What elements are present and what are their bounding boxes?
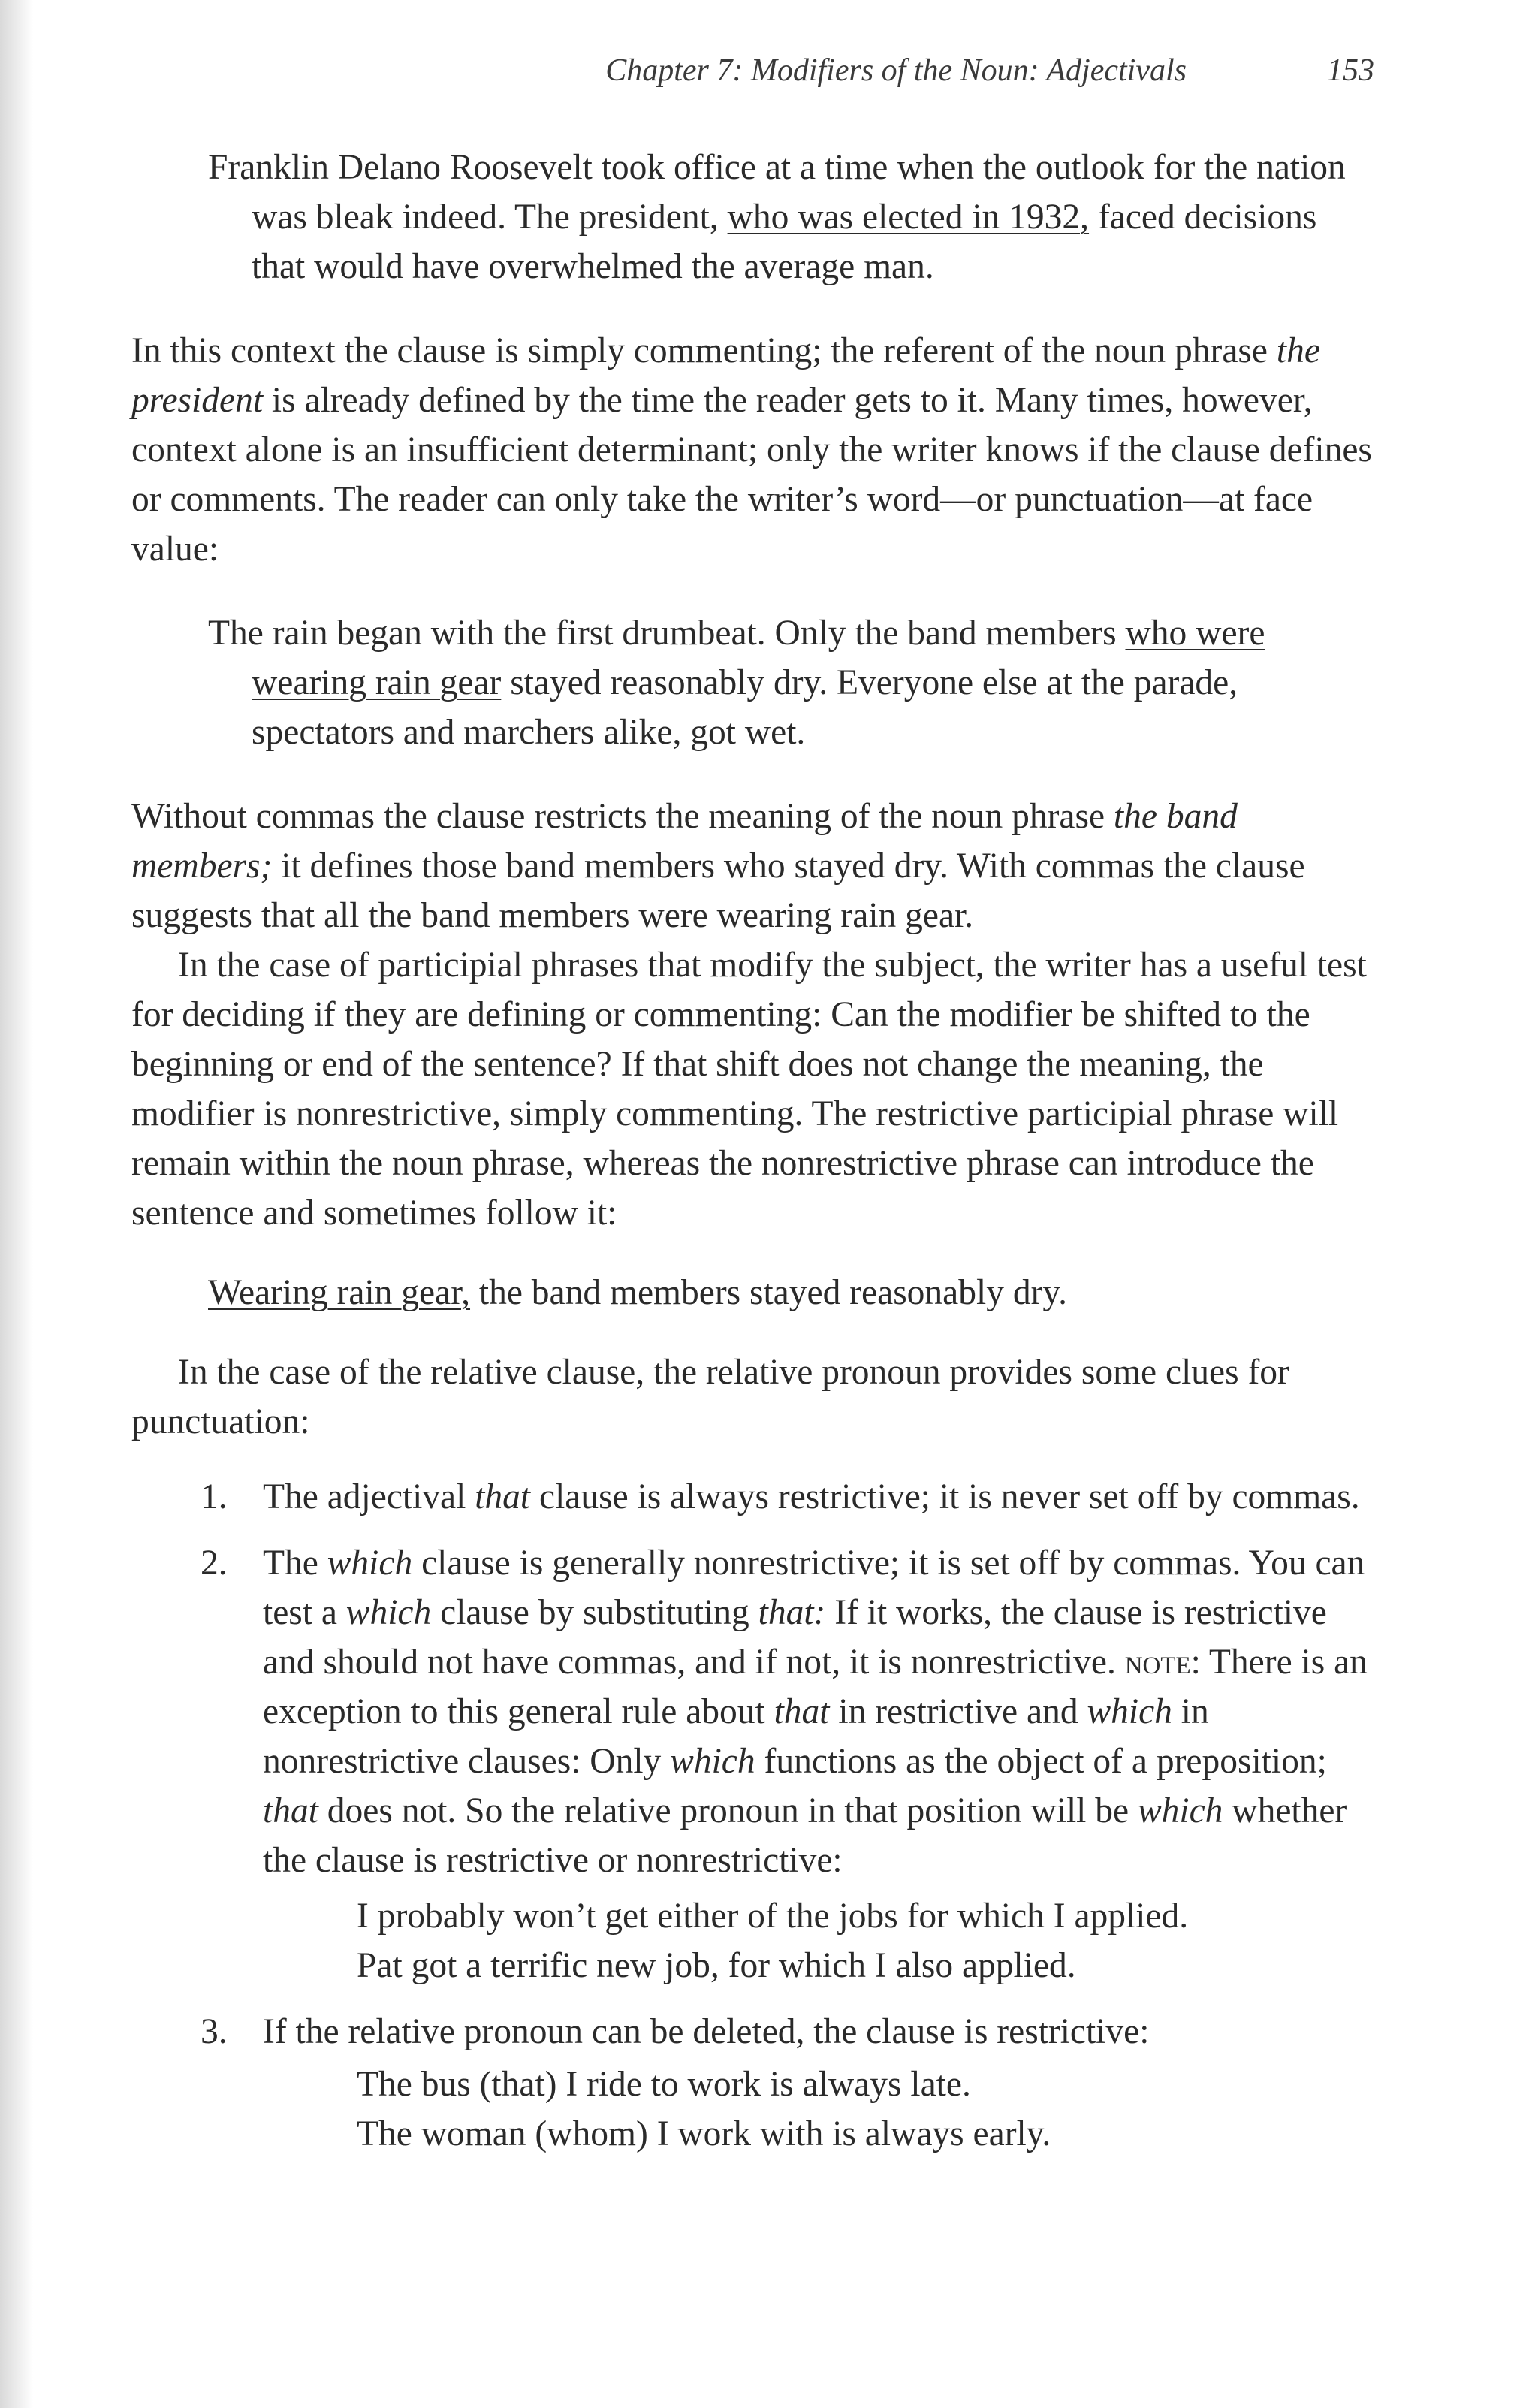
list-text: The	[263, 1543, 327, 1583]
italic-term: which	[670, 1742, 755, 1781]
list-item	[131, 1538, 1378, 1885]
chapter-title: Chapter 7: Modifiers of the Noun: Adjectivals	[605, 53, 1187, 88]
italic-term: which	[327, 1543, 413, 1583]
example-sentence: I probably won’t get either of the jobs for which I applied.	[357, 1897, 1189, 1936]
underlined-phrase: Wearing rain gear,	[208, 1273, 471, 1312]
italic-term: that	[475, 1477, 531, 1516]
underlined-clause: who was elected in 1932,	[727, 198, 1090, 237]
paragraph-text: is already defined by the time the reader gets to it. Many times, however, context alone is an insufficient determinant; only the writer knows if the clause defines or comments. The reader can only take the writer’s word—or punctuation—at face value:	[131, 381, 1372, 569]
example-sentence: Pat got a terrific new job, for which I also applied.	[357, 1946, 1076, 1985]
example-roosevelt	[131, 143, 1378, 291]
italic-term: that:	[758, 1593, 826, 1632]
list-text: If the relative pronoun can be deleted, the clause is restrictive:	[263, 2012, 1150, 2051]
paragraph-commas	[131, 792, 1378, 940]
italic-term: that	[774, 1692, 830, 1731]
underlined-clause: who were wearing rain gear	[252, 614, 1265, 702]
example-wearing	[131, 1268, 1378, 1317]
list-text: clause is always restrictive; it is never set off by commas.	[530, 1477, 1360, 1516]
list-text: clause is generally nonrestrictive; it is set off by commas. You can test a	[263, 1543, 1365, 1632]
italic-term: that	[263, 1791, 318, 1830]
page-number: 153	[1327, 53, 1374, 88]
list-text: in restrictive and	[829, 1692, 1087, 1731]
example-text: the band members stayed reasonably dry.	[470, 1273, 1067, 1312]
paragraph-text: it defines those band members who stayed dry. With commas the clause suggests that all the band members were wearing rain gear.	[131, 846, 1305, 935]
page-body	[131, 143, 1378, 2159]
punctuation-rules-list	[131, 1472, 1378, 2159]
page-edge-shadow	[0, 0, 33, 2408]
paragraph-participial: In the case of participial phrases that modify the subject, the writer has a useful test for deciding if they are defining or commenting: Can the modifier be shifted to the beginning or end of the sentence? If that shift does not change the meaning, the modifier is nonrestrictive, simply commenting. The restrictive participial phrase will remain within the noun phrase, whereas the nonrestrictive phrase can introduce the sentence and sometimes follow it:	[131, 946, 1367, 1233]
list-item	[131, 2007, 1378, 2056]
paragraph-context	[131, 326, 1378, 574]
list-number: 2.	[201, 1543, 228, 1583]
list-text: whether the clause is restrictive or nonrestrictive:	[263, 1791, 1347, 1880]
italic-term: the band members;	[131, 797, 1238, 886]
italic-term: which	[345, 1593, 432, 1632]
list-text: clause by substituting	[431, 1593, 758, 1632]
italic-term: which	[1137, 1791, 1223, 1830]
list-text: The adjectival	[263, 1477, 475, 1516]
example-text: faced decisions that would have overwhelmed the average man.	[252, 198, 1317, 286]
list-item	[131, 1472, 1378, 1522]
list-text: in nonrestrictive clauses: Only	[263, 1692, 1209, 1781]
italic-term: the president	[131, 331, 1320, 420]
paragraph-relative-clause: In the case of the relative clause, the relative pronoun provides some clues for punctuation:	[131, 1353, 1289, 1441]
example-sentence: The woman (whom) I work with is always early.	[357, 2114, 1051, 2153]
example-text: The rain began with the first drumbeat. Only the band members	[208, 614, 1126, 653]
italic-term: which	[1087, 1692, 1172, 1731]
list-text: There is an exception to this general rule about	[263, 1643, 1368, 1731]
example-text: Franklin Delano Roosevelt took office at a time when the outlook for the nation was bleak indeed. The president,	[208, 148, 1346, 237]
paragraph-text: In this context the clause is simply commenting; the referent of the noun phrase	[131, 331, 1277, 370]
list-text: does not. So the relative pronoun in that position will be	[318, 1791, 1138, 1830]
example-sentence: The bus (that) I ride to work is always late.	[357, 2065, 971, 2104]
list-number: 1.	[201, 1477, 228, 1516]
list-text: If it works, the clause is restrictive and should not have commas, and if not, it is nonrestrictive.	[263, 1593, 1327, 1682]
list-number: 3.	[201, 2012, 228, 2051]
list-text: functions as the object of a preposition;	[755, 1742, 1327, 1781]
note-label: note:	[1124, 1643, 1201, 1682]
example-text: stayed reasonably dry. Everyone else at the parade, spectators and marchers alike, got wet.	[252, 663, 1238, 752]
paragraph-text: Without commas the clause restricts the meaning of the noun phrase	[131, 797, 1114, 836]
example-rain	[131, 608, 1378, 757]
